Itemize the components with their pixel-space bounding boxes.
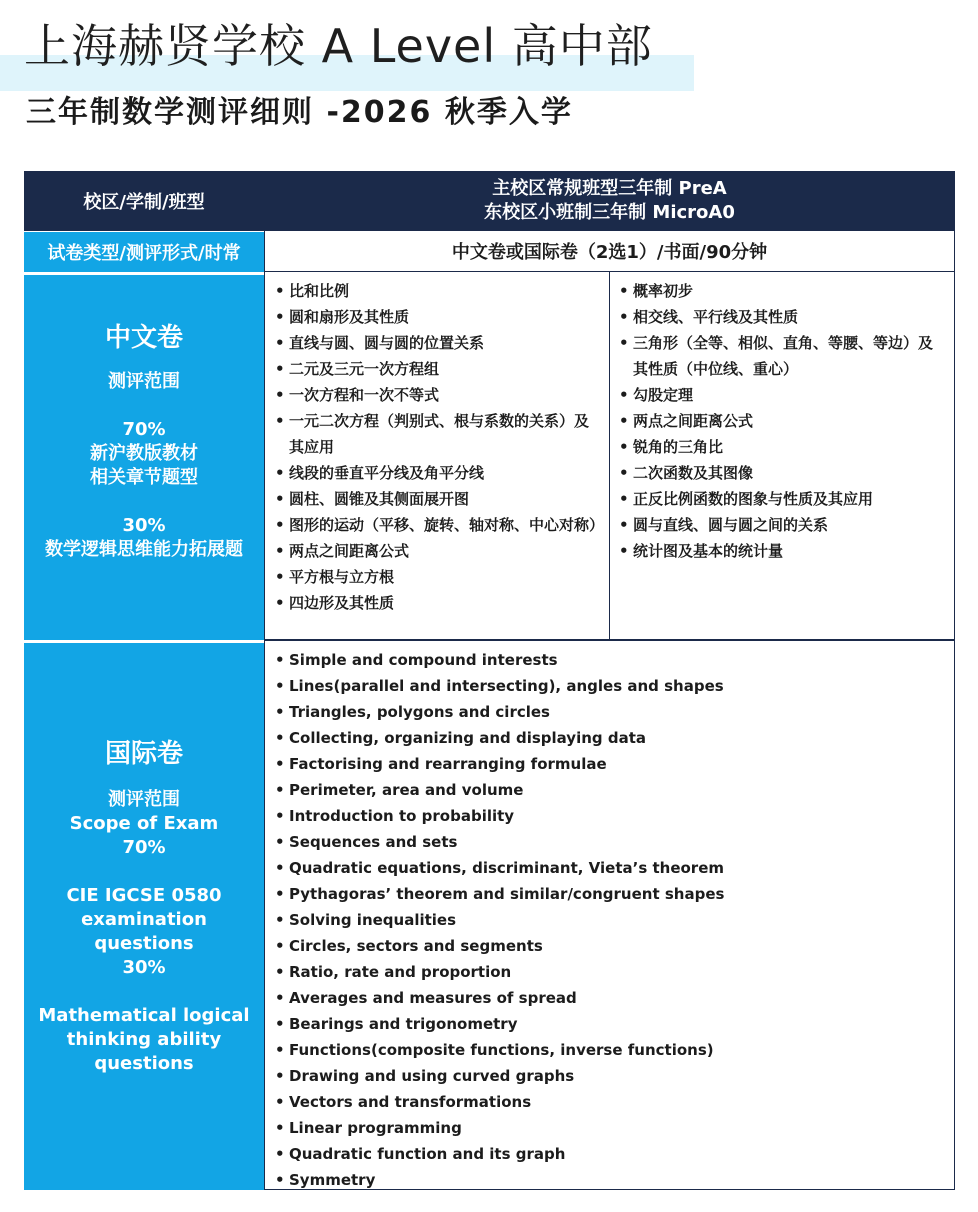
list-item: • Simple and compound interests [273,647,942,673]
campus-label: 校区/学制/班型 [83,192,205,213]
list-item: • 正反比例函数的图象与性质及其应用 [617,486,942,512]
list-item: • 四边形及其性质 [273,590,597,616]
chinese-pct-1: 70% [122,419,166,440]
campus-line-1: 主校区常规班型三年制 PreA [492,178,727,199]
list-item: • Collecting, organizing and displaying data [273,725,942,751]
chinese-topics-column-1 [264,272,610,640]
list-item: • Functions(composite functions, inverse functions) [273,1037,942,1063]
campus-value-cell [264,171,955,231]
chinese-scope-label: 测评范围 [108,371,180,392]
list-item: • Sequences and sets [273,829,942,855]
chinese-paper-label-cell [24,272,264,640]
international-pct-2: 30% [122,957,166,978]
list-item: • Triangles, polygons and circles [273,699,942,725]
list-item: • Solving inequalities [273,907,942,933]
international-scope-cn: 测评范围 [108,789,180,810]
international-paper-title: 国际卷 [104,739,183,769]
list-item: • 比和比例 [273,278,597,304]
list-item: • Factorising and rearranging formulae [273,751,942,777]
chinese-topic-list-2 [609,272,954,564]
list-item: • 概率初步 [617,278,942,304]
campus-label-cell [24,171,264,231]
list-item: • Pythagoras’ theorem and similar/congruent shapes [273,881,942,907]
list-item: • Symmetry [273,1167,942,1193]
exam-type-label-cell [24,231,264,272]
chinese-desc-1b: 相关章节题型 [90,467,198,488]
international-desc-1b: examination [81,909,207,930]
page-title: 上海赫贤学校 A Level 高中部 [24,19,653,73]
list-item: • Perimeter, area and volume [273,777,942,803]
chinese-desc-2: 数学逻辑思维能力拓展题 [45,539,243,560]
list-item: • 一次方程和一次不等式 [273,382,597,408]
exam-type-value: 中文卷或国际卷（2选1）/书面/90分钟 [451,242,768,263]
international-desc-2b: thinking ability [66,1029,222,1050]
list-item: • Quadratic function and its graph [273,1141,942,1167]
international-topic-list [265,641,954,1193]
list-item: • 平方根与立方根 [273,564,597,590]
chinese-topics-column-2 [609,272,955,640]
list-item: • 锐角的三角比 [617,434,942,460]
list-item: • 圆与直线、圆与圆之间的关系 [617,512,942,538]
list-item: • 两点之间距离公式 [273,538,597,564]
list-item: • 二次函数及其图像 [617,460,942,486]
chinese-pct-2: 30% [122,515,166,536]
international-pct-1: 70% [122,837,166,858]
page-subtitle: 三年制数学测评细则 -2026 秋季入学 [26,95,573,130]
list-item: • 圆和扇形及其性质 [273,304,597,330]
list-item: • Averages and measures of spread [273,985,942,1011]
list-item: • Bearings and trigonometry [273,1011,942,1037]
list-item: • 两点之间距离公式 [617,408,942,434]
international-topics-cell [264,640,955,1190]
list-item: • 直线与圆、圆与圆的位置关系 [273,330,597,356]
list-item: • 三角形（全等、相似、直角、等腰、等边）及其性质（中位线、重心） [617,330,942,382]
exam-type-value-cell [264,231,955,272]
list-item: • 统计图及基本的统计量 [617,538,942,564]
international-paper-label-cell [24,640,264,1190]
list-item: • Vectors and transformations [273,1089,942,1115]
international-scope-en: Scope of Exam [69,813,219,834]
international-desc-1a: CIE IGCSE 0580 [66,885,222,906]
list-item: • 相交线、平行线及其性质 [617,304,942,330]
list-item: • Lines(parallel and intersecting), angles and shapes [273,673,942,699]
list-item: • Quadratic equations, discriminant, Vieta’s theorem [273,855,942,881]
list-item: • 勾股定理 [617,382,942,408]
list-item: • 二元及三元一次方程组 [273,356,597,382]
list-item: • 圆柱、圆锥及其侧面展开图 [273,486,597,512]
list-item: • 图形的运动（平移、旋转、轴对称、中心对称） [273,512,597,538]
list-item: • Drawing and using curved graphs [273,1063,942,1089]
list-item: • 一元二次方程（判别式、根与系数的关系）及其应用 [273,408,597,460]
international-desc-1c: questions [94,933,194,954]
list-item: • Linear programming [273,1115,942,1141]
list-item: • Circles, sectors and segments [273,933,942,959]
chinese-paper-title: 中文卷 [104,323,183,353]
chinese-desc-1a: 新沪教版教材 [90,443,198,464]
chinese-topic-list-1 [265,272,609,616]
international-desc-2a: Mathematical logical [38,1005,250,1026]
exam-type-label: 试卷类型/测评形式/时常 [47,243,241,264]
campus-line-2: 东校区小班制三年制 MicroA0 [484,202,735,223]
list-item: • Ratio, rate and proportion [273,959,942,985]
international-desc-2c: questions [94,1053,194,1074]
list-item: • 线段的垂直平分线及角平分线 [273,460,597,486]
list-item: • Introduction to probability [273,803,942,829]
assessment-table [24,171,955,1190]
